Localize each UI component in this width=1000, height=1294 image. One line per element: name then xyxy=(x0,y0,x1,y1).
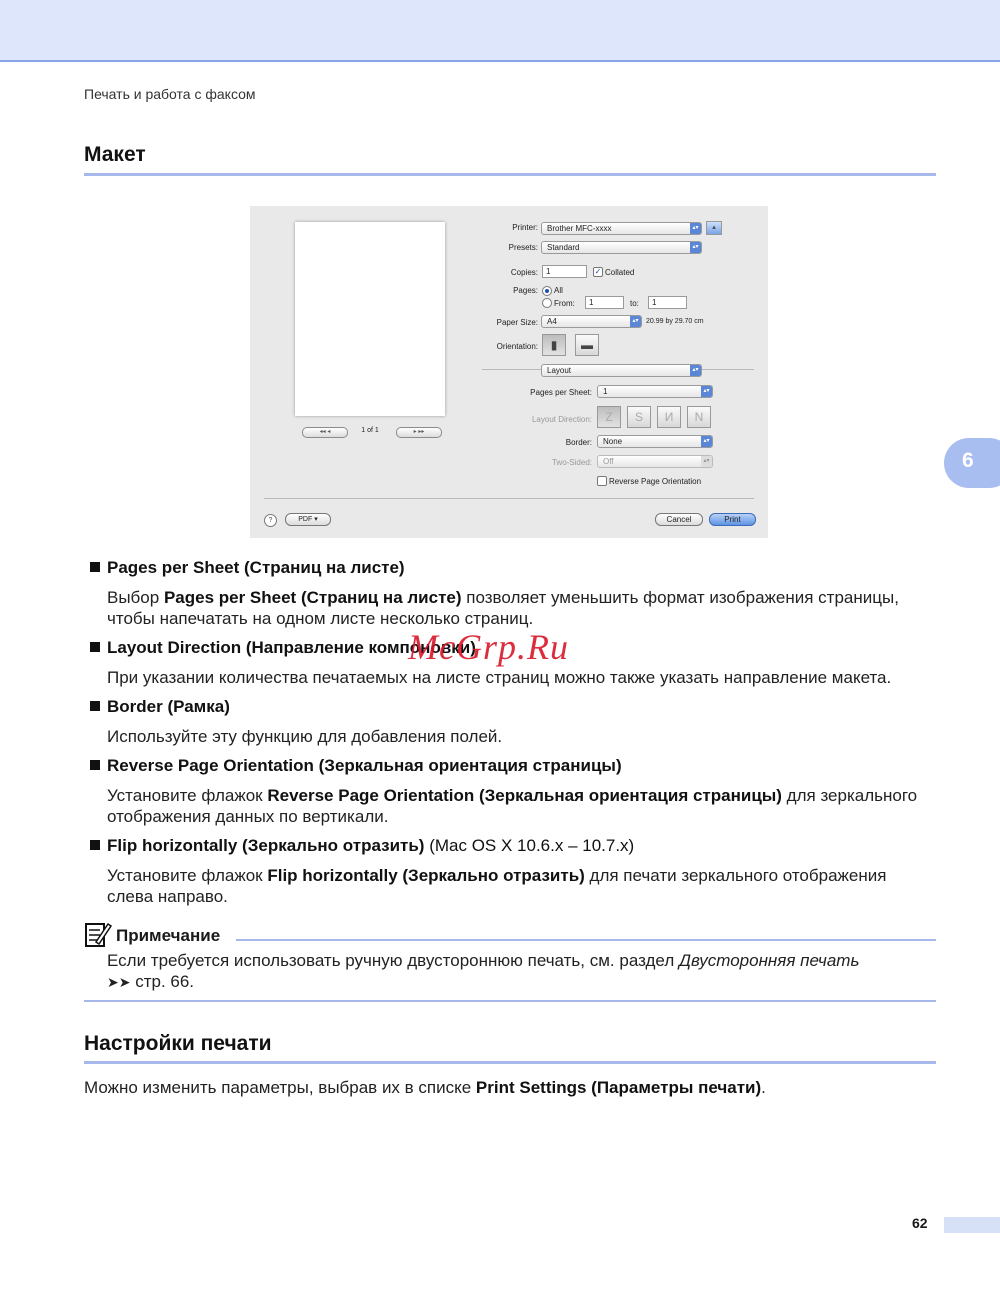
printer-select[interactable]: Brother MFC-xxxx ▴▾ xyxy=(541,222,702,235)
layout-direction-n-reverse-icon[interactable]: И xyxy=(657,406,681,428)
bullet xyxy=(90,562,100,572)
reverse-orientation-checkbox[interactable] xyxy=(597,476,607,486)
copies-input[interactable]: 1 xyxy=(542,265,587,278)
note-pencil-icon xyxy=(84,920,112,948)
section-title-layout: Макет xyxy=(84,143,146,166)
page-number: 62 xyxy=(912,1215,928,1231)
prev-page-button[interactable]: ◂◂ ◂ xyxy=(302,427,348,438)
section-rule xyxy=(84,1061,936,1064)
page-header-bar xyxy=(0,0,1000,62)
presets-select[interactable]: Standard ▴▾ xyxy=(541,241,702,254)
panel-select[interactable]: Layout ▴▾ xyxy=(541,364,702,377)
expand-dialog-button[interactable]: ▴ xyxy=(706,221,722,235)
copies-label: Copies: xyxy=(510,268,538,277)
two-sided-select[interactable]: Off ▴▾ xyxy=(597,455,713,468)
border-select[interactable]: None ▴▾ xyxy=(597,435,713,448)
watermark: McGrp.Ru xyxy=(408,627,569,667)
section-rule xyxy=(84,173,936,176)
pages-label: Pages: xyxy=(513,286,538,295)
print-dialog-screenshot xyxy=(250,206,768,538)
pages-all-radio[interactable] xyxy=(542,286,552,296)
pages-per-sheet-select[interactable]: 1 ▴▾ xyxy=(597,385,713,398)
pages-to-input[interactable]: 1 xyxy=(648,296,687,309)
note-rule-bottom xyxy=(84,1000,936,1002)
two-sided-label: Two-Sided: xyxy=(551,458,592,467)
orientation-label: Orientation: xyxy=(496,342,538,351)
item-text-border: Используйте эту функцию для добавления полей. xyxy=(107,727,503,746)
collated-checkbox[interactable]: ✓ xyxy=(594,267,602,276)
landscape-orientation-button[interactable]: ▬ xyxy=(575,334,599,356)
printer-label: Printer: xyxy=(512,223,538,232)
item-title-reverse-orientation: Reverse Page Orientation (Зеркальная ориентация страницы) xyxy=(107,756,622,775)
item-title-border: Border (Рамка) xyxy=(107,697,230,716)
portrait-orientation-button[interactable]: ▮ xyxy=(542,334,566,356)
item-title-flip-horizontally: Flip horizontally (Зеркально отразить) (Mac OS X 10.6.x – 10.7.x) xyxy=(107,836,635,855)
border-label: Border: xyxy=(565,438,592,447)
print-button[interactable]: Print xyxy=(709,513,756,526)
layout-direction-n-icon[interactable]: N xyxy=(687,406,711,428)
double-arrow-icon: ➤➤ xyxy=(107,974,131,990)
pdf-button[interactable]: PDF ▾ xyxy=(285,513,331,526)
note-text: Если требуется использовать ручную двустороннюю печать, см. раздел Двусторонняя печать ➤➤ стр. 66. xyxy=(107,951,860,991)
reverse-orientation-label: Reverse Page Orientation xyxy=(609,477,702,486)
next-page-button[interactable]: ▸ ▸▸ xyxy=(396,427,442,438)
layout-direction-z-icon[interactable]: Z xyxy=(597,406,621,428)
item-text-pages-per-sheet: Выбор Pages per Sheet (Страниц на листе) позволяет уменьшить формат изображения страницы, чтобы напечатать на одном листе несколько страниц. xyxy=(107,588,899,628)
pages-per-sheet-label: Pages per Sheet: xyxy=(530,388,592,397)
bullet xyxy=(90,642,100,652)
section-title-print-settings: Настройки печати xyxy=(84,1032,272,1055)
layout-direction-label: Layout Direction: xyxy=(531,415,592,424)
pages-to-label: to: xyxy=(630,299,639,308)
page-number-bar xyxy=(944,1217,1000,1233)
print-settings-text: Можно изменить параметры, выбрав их в списке Print Settings (Параметры печати). xyxy=(84,1078,766,1097)
bullet xyxy=(90,760,100,770)
chapter-tab: 6 xyxy=(944,438,1000,488)
page-preview xyxy=(295,222,445,416)
note-rule-top xyxy=(236,939,936,941)
item-text-layout-direction: При указании количества печатаемых на листе страниц можно также указать направление макета. xyxy=(107,668,892,687)
paper-dimensions: 20.99 by 29.70 cm xyxy=(646,318,704,325)
collated-label: Collated xyxy=(605,268,635,277)
item-title-pages-per-sheet: Pages per Sheet (Страниц на листе) xyxy=(107,558,405,577)
cancel-button[interactable]: Cancel xyxy=(655,513,703,526)
pages-from-input[interactable]: 1 xyxy=(585,296,624,309)
note-title: Примечание xyxy=(116,926,221,945)
bullet xyxy=(90,840,100,850)
footer-separator xyxy=(264,498,754,499)
pages-from-radio[interactable] xyxy=(542,298,552,308)
pages-from-label: From: xyxy=(554,299,575,308)
item-text-reverse-orientation: Установите флажок Reverse Page Orientation (Зеркальная ориентация страницы) для зеркального отображения данных по вертикали. xyxy=(107,786,918,826)
paper-size-label: Paper Size: xyxy=(496,318,538,327)
pages-all-label: All xyxy=(554,286,563,295)
presets-label: Presets: xyxy=(508,243,538,252)
layout-direction-s-icon[interactable]: S xyxy=(627,406,651,428)
page-counter: 1 of 1 xyxy=(361,427,379,434)
paper-size-select[interactable]: A4 ▴▾ xyxy=(541,315,642,328)
breadcrumb: Печать и работа с факсом xyxy=(84,86,256,102)
help-icon[interactable]: ? xyxy=(264,514,277,527)
item-text-flip-horizontally: Установите флажок Flip horizontally (Зеркально отразить) для печати зеркального отображения слева направо. xyxy=(107,866,887,906)
bullet xyxy=(90,701,100,711)
item-title-layout-direction: Layout Direction (Направление компоновки) xyxy=(107,638,476,657)
